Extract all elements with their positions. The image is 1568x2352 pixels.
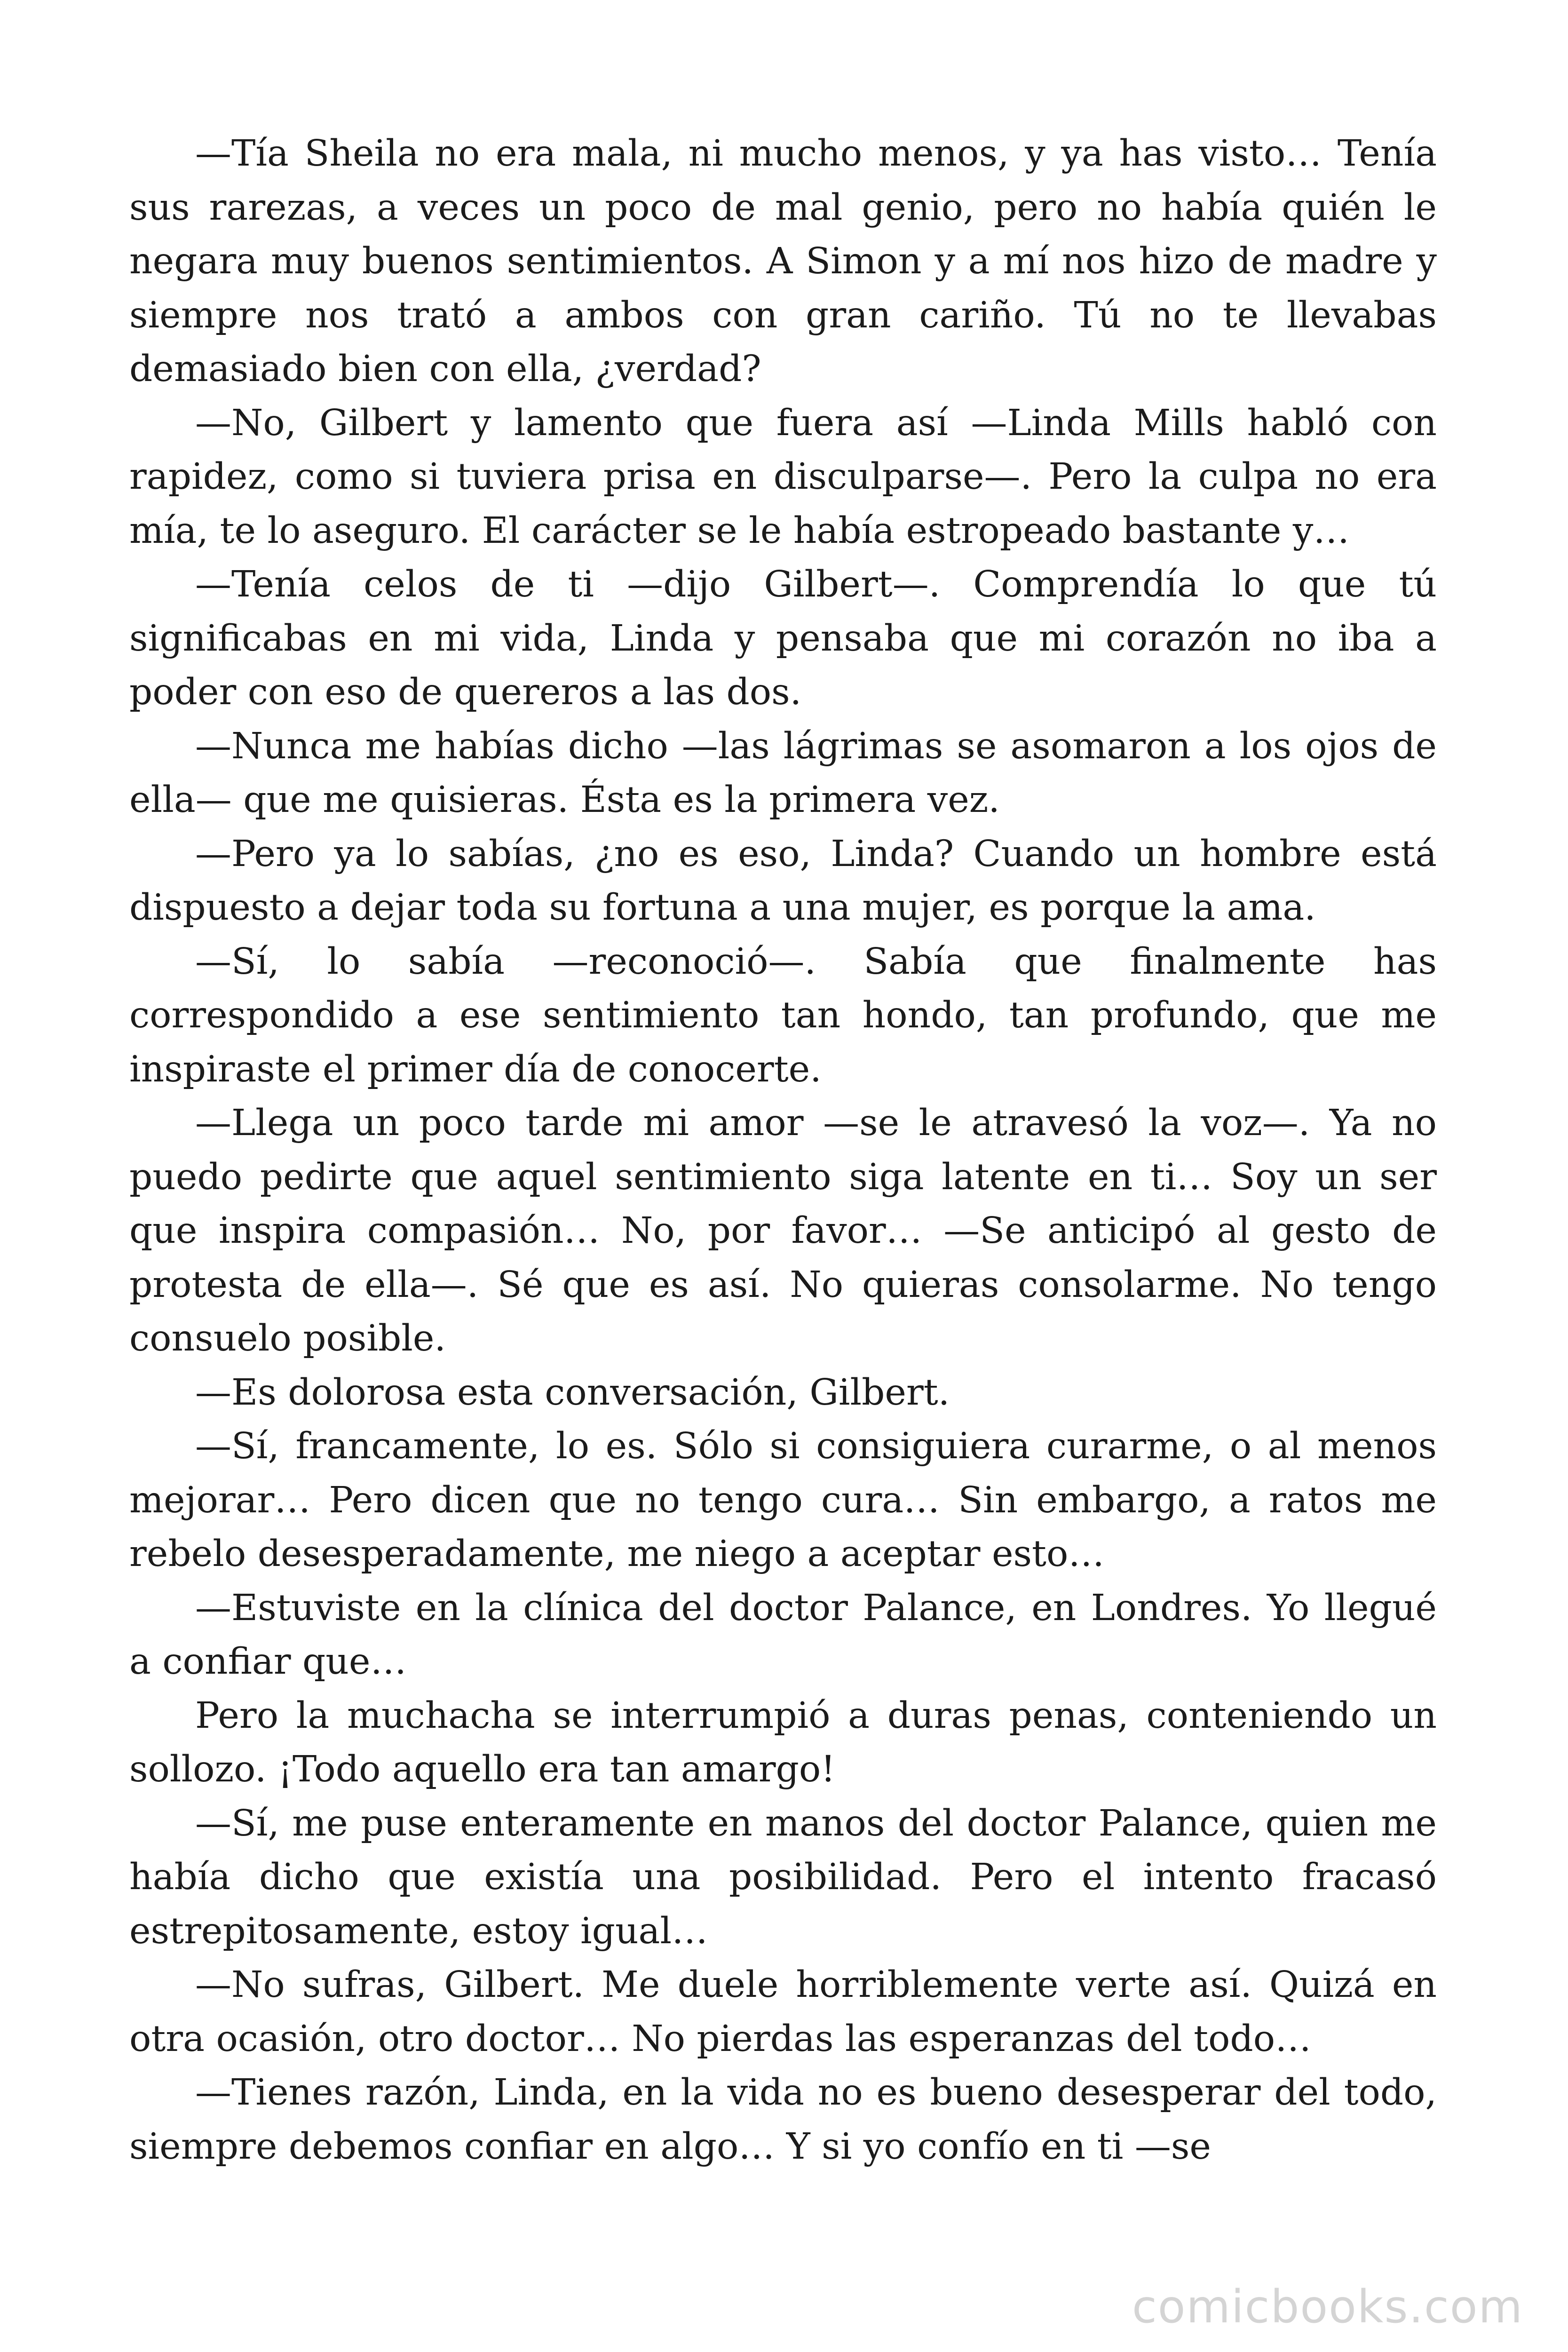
paragraph: —No sufras, Gilbert. Me duele horriblemente verte así. Quizá en otra ocasión, otro doctor… No pierdas las esperanzas del todo…: [129, 1964, 1437, 2060]
paragraph: —Es dolorosa esta conversación, Gilbert.: [195, 1371, 950, 1414]
paragraph: —Tía Sheila no era mala, ni mucho menos, y ya has visto… Tenía sus rarezas, a veces un poco de mal genio, pero no había quién le negara muy buenos sentimientos. A Simon y a mí nos hizo de madre y siempre nos trató a ambos con gran cariño. Tú no te llevabas demasiado bien con ella, ¿verdad?: [129, 133, 1437, 390]
paragraph: —Estuviste en la clínica del doctor Palance, en Londres. Yo llegué a confiar que…: [129, 1587, 1437, 1683]
paragraph: —Tienes razón, Linda, en la vida no es bueno desesperar del todo, siempre debemos confiar en algo… Y si yo confío en ti —se: [129, 2072, 1437, 2168]
paragraph: Pero la muchacha se interrumpió a duras penas, conteniendo un sollozo. ¡Todo aquello era tan amargo!: [129, 1694, 1437, 1790]
paragraph: —Llega un poco tarde mi amor —se le atravesó la voz—. Ya no puedo pedirte que aquel sentimiento siga latente en ti… Soy un ser que inspira compasión… No, por favor… —Se anticipó al gesto de protesta de ella—. Sé que es así. No quieras consolarme. No tengo consuelo posible.: [129, 1102, 1437, 1359]
watermark: comicbooks.com: [1132, 2280, 1523, 2333]
paragraph: —Tenía celos de ti —dijo Gilbert—. Comprendía lo que tú significabas en mi vida, Linda y pensaba que mi corazón no iba a poder con eso de quereros a las dos.: [129, 564, 1437, 713]
paragraph: —Nunca me habías dicho —las lágrimas se asomaron a los ojos de ella— que me quisieras. Ésta es la primera vez.: [129, 725, 1437, 821]
page-body: [129, 127, 1437, 2220]
paragraph: —Pero ya lo sabías, ¿no es eso, Linda? Cuando un hombre está dispuesto a dejar toda su fortuna a una mujer, es porque la ama.: [129, 833, 1437, 929]
paragraph: —Sí, lo sabía —reconoció—. Sabía que finalmente has correspondido a ese sentimiento tan hondo, tan profundo, que me inspiraste el primer día de conocerte.: [129, 940, 1437, 1090]
paragraph: —No, Gilbert y lamento que fuera así —Linda Mills habló con rapidez, como si tuviera prisa en disculparse—. Pero la culpa no era mía, te lo aseguro. El carácter se le había estropeado bastante y…: [129, 402, 1437, 552]
paragraph: —Sí, me puse enteramente en manos del doctor Palance, quien me había dicho que existía una posibilidad. Pero el intento fracasó estrepitosamente, estoy igual…: [129, 1802, 1437, 1952]
paragraph: —Sí, francamente, lo es. Sólo si consiguiera curarme, o al menos mejorar… Pero dicen que no tengo cura… Sin embargo, a ratos me rebelo desesperadamente, me niego a aceptar esto…: [129, 1425, 1437, 1575]
